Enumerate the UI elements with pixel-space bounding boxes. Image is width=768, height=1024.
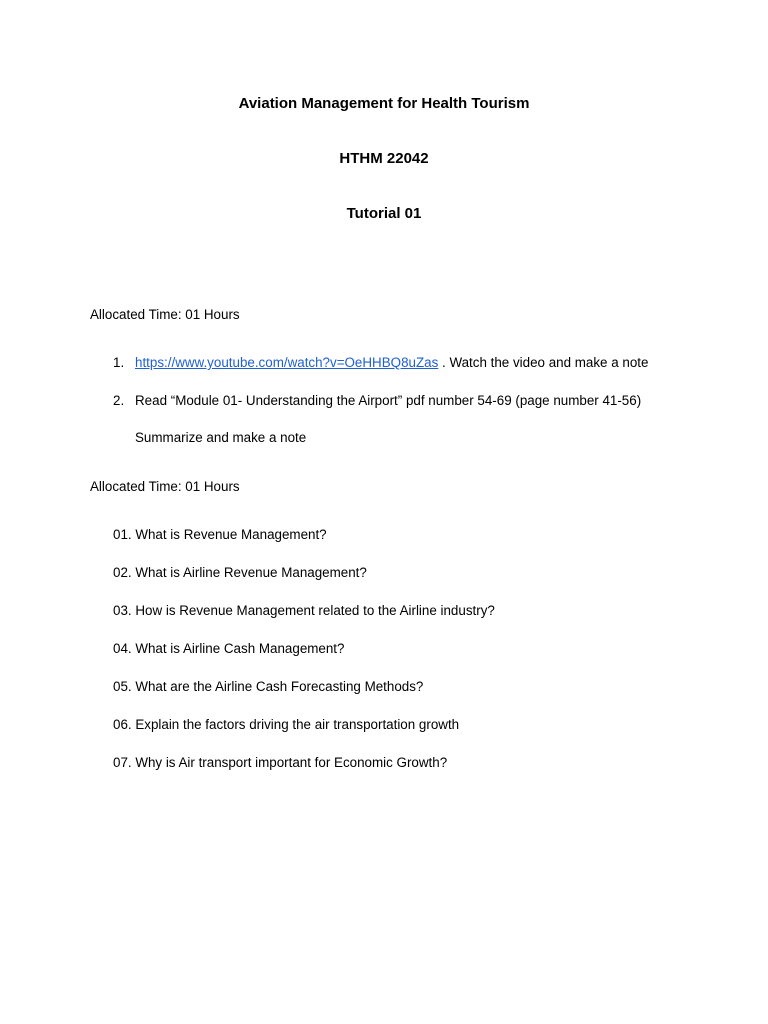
list-item-2-continuation: Summarize and make a note	[135, 430, 307, 445]
list-item-1-text: . Watch the video and make a note	[438, 355, 649, 370]
question-3: 03. How is Revenue Management related to the Airline industry?	[113, 603, 495, 618]
course-code: HTHM 22042	[339, 150, 429, 167]
question-4: 04. What is Airline Cash Management?	[113, 641, 345, 656]
question-6: 06. Explain the factors driving the air transportation growth	[113, 717, 460, 732]
allocated-time-2: Allocated Time: 01 Hours	[90, 479, 240, 494]
document-title: Aviation Management for Health Tourism	[238, 95, 530, 112]
list-item-1	[135, 354, 648, 372]
question-2: 02. What is Airline Revenue Management?	[113, 565, 367, 580]
list-item-number-1: 1.	[113, 355, 125, 370]
allocated-time-1: Allocated Time: 01 Hours	[90, 307, 240, 322]
youtube-link[interactable]: https://www.youtube.com/watch?v=OeHHBQ8uZas	[135, 355, 439, 370]
question-1: 01. What is Revenue Management?	[113, 527, 327, 542]
list-item-2-text: Read “Module 01- Understanding the Airport” pdf number 54-69 (page number 41-56)	[135, 393, 642, 408]
tutorial-title: Tutorial 01	[346, 205, 422, 222]
list-item-number-2: 2.	[113, 393, 125, 408]
question-5: 05. What are the Airline Cash Forecasting Methods?	[113, 679, 424, 694]
question-7: 07. Why is Air transport important for Economic Growth?	[113, 755, 448, 770]
